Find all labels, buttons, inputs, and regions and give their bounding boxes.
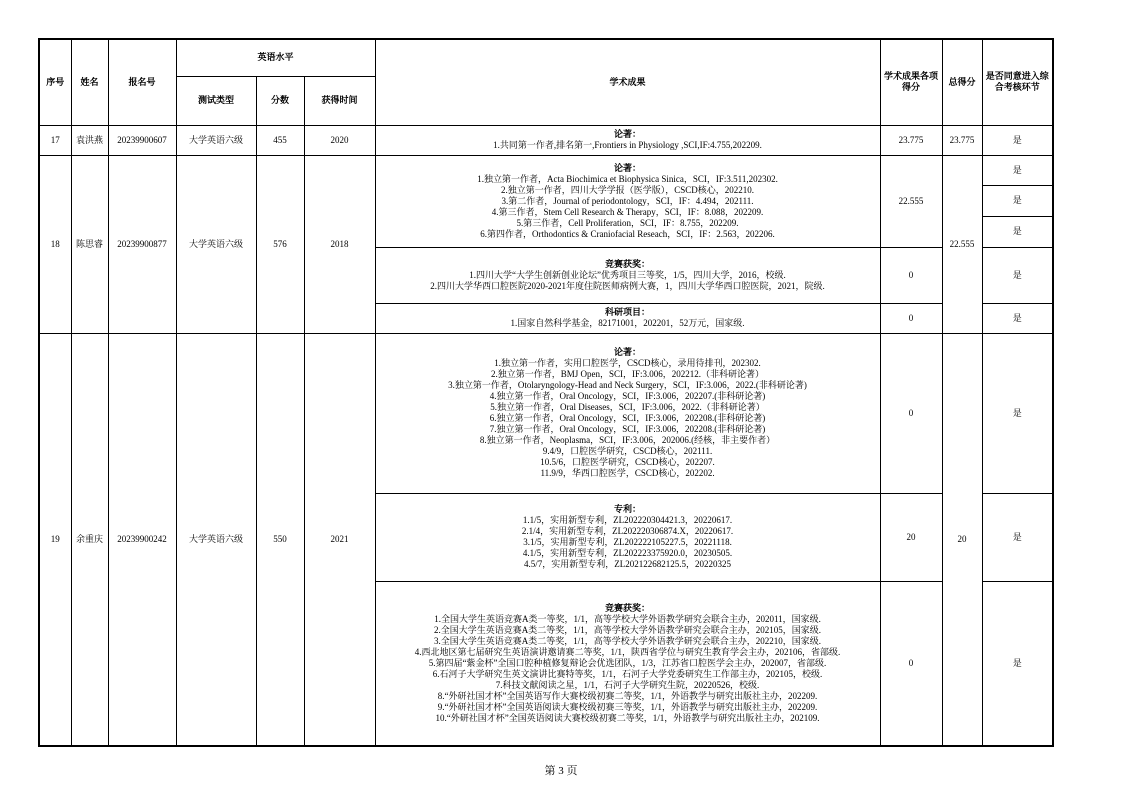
- header-achievements: 学术成果: [375, 39, 880, 125]
- test-type-cell: 大学英语六级: [176, 333, 256, 746]
- header-score: 分数: [256, 76, 304, 125]
- header-reg-no: 报名号: [108, 39, 176, 125]
- agree-cell: 是: [982, 333, 1053, 493]
- english-score-cell: 576: [256, 155, 304, 333]
- achievement-line: 5.第三作者，Cell Proliferation，SCI，IF：8.755，202209.: [516, 217, 739, 228]
- achievement-line: 4.独立第一作者，Oral Oncology，SCI，IF:3.006，202207.(非科研论著): [489, 391, 766, 401]
- achievement-line: 4.西北地区第七届研究生英语演讲邀请赛二等奖，1/1，陕西省学位与研究生教育学会主办，202106，省部级.: [414, 646, 841, 657]
- achievement-cell: [375, 125, 880, 155]
- achievement-line: 5.独立第一作者，Oral Diseases，SCI，IF:3.006，2022.（非科研论著）: [490, 402, 765, 412]
- header-item-score: 学术成果各项得分: [880, 39, 942, 125]
- reg-no-cell: 20239900242: [108, 333, 176, 746]
- achievement-line: 1.独立第一作者，实用口腔医学，CSCD核心，录用待排刊，202302.: [494, 358, 761, 368]
- section-title: 论著：: [614, 129, 642, 139]
- achievement-line: 1.国家自然科学基金，82171001，202201，52万元，国家级.: [510, 318, 745, 328]
- header-seq: 序号: [39, 39, 71, 125]
- achievement-cell: [375, 333, 880, 493]
- total-score-cell: 20: [942, 333, 982, 746]
- achievement-line: 3.第二作者，Journal of periodontology，SCI，IF：4.494，202111.: [501, 195, 754, 206]
- name-cell: 陈思睿: [71, 155, 108, 333]
- item-score-cell: 0: [880, 581, 942, 746]
- header-agree: 是否同意进入综合考核环节: [982, 39, 1053, 125]
- agree-cell: 是: [982, 581, 1053, 746]
- english-score-cell: 455: [256, 125, 304, 155]
- achievement-line: 6.独立第一作者，Oral Oncology，SCI，IF:3.006，202208.(非科研论著): [489, 413, 766, 423]
- reg-no-cell: 20239900877: [108, 155, 176, 333]
- test-type-cell: 大学英语六级: [176, 125, 256, 155]
- achievement-line: 4.第三作者，Stem Cell Research & Therapy，SCI，IF：8.088，202209.: [491, 206, 764, 217]
- header-total-score: 总得分: [942, 39, 982, 125]
- achievement-cell: [375, 155, 880, 247]
- page-number: 第 3 页: [544, 765, 578, 777]
- item-score-cell: 0: [880, 247, 942, 303]
- item-score-cell: 22.555: [880, 155, 942, 247]
- achievement-line: 9.“外研社国才杯”全国英语阅读大赛校级初赛三等奖，1/1，外语教学与研究出版社主办，202209.: [437, 701, 818, 712]
- header-name: 姓名: [71, 39, 108, 125]
- table-row: [39, 125, 1053, 155]
- total-score-cell: 22.555: [942, 155, 982, 333]
- name-cell: 袁洪燕: [71, 125, 108, 155]
- section-title: 科研项目：: [605, 307, 651, 317]
- section-title: 专利：: [614, 504, 642, 514]
- table-row: [39, 333, 1053, 493]
- item-score-cell: 0: [880, 333, 942, 493]
- score-table: [38, 38, 1054, 747]
- achievement-line: 1.独立第一作者，Acta Biochimica et Biophysica Sinica，SCI，IF:3.511,202302.: [477, 173, 778, 184]
- seq-cell: 17: [39, 125, 71, 155]
- achievement-line: 2.全国大学生英语竞赛A类二等奖，1/1，高等学校大学外语教学研究会联合主办，202105，国家级.: [434, 624, 822, 635]
- header-english-level: 英语水平: [176, 39, 375, 76]
- agree-cell: 是: [982, 303, 1053, 333]
- achievement-cell: [375, 581, 880, 746]
- table-row: [39, 155, 1053, 185]
- item-score-cell: 0: [880, 303, 942, 333]
- section-title: 竞赛获奖：: [605, 258, 651, 269]
- achievement-line: 2.1/4，实用新型专利，ZL202220306874.X，20220617.: [521, 526, 734, 536]
- achievement-line: 7.科技文献阅读之星，1/1，石河子大学研究生院，20220526，校级.: [495, 679, 760, 690]
- obtain-time-cell: 2018: [304, 155, 375, 333]
- achievement-line: 4.1/5，实用新型专利，ZL202223375920.0，20230505.: [522, 548, 733, 558]
- achievement-line: 8.独立第一作者，Neoplasma，SCI，IF:3.006，202006.(经核，非主要作者）: [479, 435, 776, 445]
- achievement-line: 1.共同第一作者,排名第一,Frontiers in Physiology ,SCI,IF:4.755,202209.: [493, 140, 762, 150]
- achievement-line: 6.石河子大学研究生英文演讲比赛特等奖，1/1，石河子大学党委研究生工作部主办，202105，校级.: [432, 668, 823, 679]
- achievement-line: 5.第四届“紫金杯”全国口腔种植修复辩论会优选团队，1/3，江苏省口腔医学会主办，202007，省部级.: [428, 657, 827, 668]
- seq-cell: 18: [39, 155, 71, 333]
- agree-cell: 是: [982, 216, 1053, 247]
- obtain-time-cell: 2020: [304, 125, 375, 155]
- reg-no-cell: 20239900607: [108, 125, 176, 155]
- achievement-line: 3.全国大学生英语竞赛A类二等奖，1/1，高等学校大学外语教学研究会联合主办，202210，国家级.: [434, 635, 822, 646]
- achievement-line: 11.9/9，华西口腔医学，CSCD核心，202202.: [540, 468, 715, 478]
- achievement-line: 4.5/7，实用新型专利，ZL202122682125.5，20220325: [524, 559, 732, 569]
- agree-cell: 是: [982, 125, 1053, 155]
- achievement-line: 3.独立第一作者，Otolaryngology-Head and Neck Surgery，SCI，IF:3.006，2022.(非科研论著): [448, 380, 807, 390]
- achievement-line: 10.5/6，口腔医学研究，CSCD核心，202207.: [540, 457, 715, 467]
- item-score-cell: 20: [880, 493, 942, 581]
- total-score-cell: 23.775: [942, 125, 982, 155]
- achievement-line: 10.“外研社国才杯”全国英语阅读大赛校级初赛二等奖，1/1，外语教学与研究出版社主办，202109.: [435, 712, 820, 723]
- achievement-line: 6.第四作者，Orthodontics & Craniofacial Reseach，SCI，IF：2.563，202206.: [480, 228, 775, 239]
- achievement-line: 7.独立第一作者，Oral Oncology，SCI，IF:3.006，202208.(非科研论著): [489, 424, 766, 434]
- section-title: 竞赛获奖：: [605, 602, 651, 613]
- achievement-line: 1.1/5，实用新型专利，ZL202220304421.3，20220617.: [522, 515, 733, 525]
- section-title: 论著：: [614, 162, 642, 173]
- achievement-line: 2.独立第一作者，四川大学学报（医学版），CSCD核心，202210.: [501, 184, 755, 195]
- agree-cell: 是: [982, 185, 1053, 216]
- achievement-line: 1.四川大学“大学生创新创业论坛”优秀项目三等奖，1/5，四川大学，2016，校级.: [469, 269, 786, 280]
- name-cell: 余重庆: [71, 333, 108, 746]
- achievement-line: 1.全国大学生英语竞赛A类一等奖，1/1，高等学校大学外语教学研究会联合主办，202011，国家级.: [434, 613, 821, 624]
- achievement-line: 8.“外研社国才杯”全国英语写作大赛校级初赛二等奖，1/1，外语教学与研究出版社主办，202209.: [437, 690, 818, 701]
- seq-cell: 19: [39, 333, 71, 746]
- achievement-cell: [375, 493, 880, 581]
- achievement-line: 2.四川大学华西口腔医院2020-2021年度住院医师病例大赛，1，四川大学华西口腔医院，2021，院级.: [430, 280, 825, 291]
- section-title: 论著：: [614, 347, 642, 357]
- english-score-cell: 550: [256, 333, 304, 746]
- item-score-cell: 23.775: [880, 125, 942, 155]
- achievement-cell: [375, 303, 880, 333]
- test-type-cell: 大学英语六级: [176, 155, 256, 333]
- achievement-line: 2.独立第一作者，BMJ Open，SCI，IF:3.006，202212.（非科研论著）: [491, 369, 765, 379]
- achievement-line: 3.1/5，实用新型专利，ZL202222105227.5，20221118.: [523, 537, 732, 547]
- header-obtain-time: 获得时间: [304, 76, 375, 125]
- agree-cell: 是: [982, 493, 1053, 581]
- achievement-line: 9.4/9，口腔医学研究，CSCD核心，202111.: [542, 446, 713, 456]
- agree-cell: 是: [982, 155, 1053, 185]
- agree-cell: 是: [982, 247, 1053, 303]
- achievement-cell: [375, 247, 880, 303]
- obtain-time-cell: 2021: [304, 333, 375, 746]
- header-test-type: 测试类型: [176, 76, 256, 125]
